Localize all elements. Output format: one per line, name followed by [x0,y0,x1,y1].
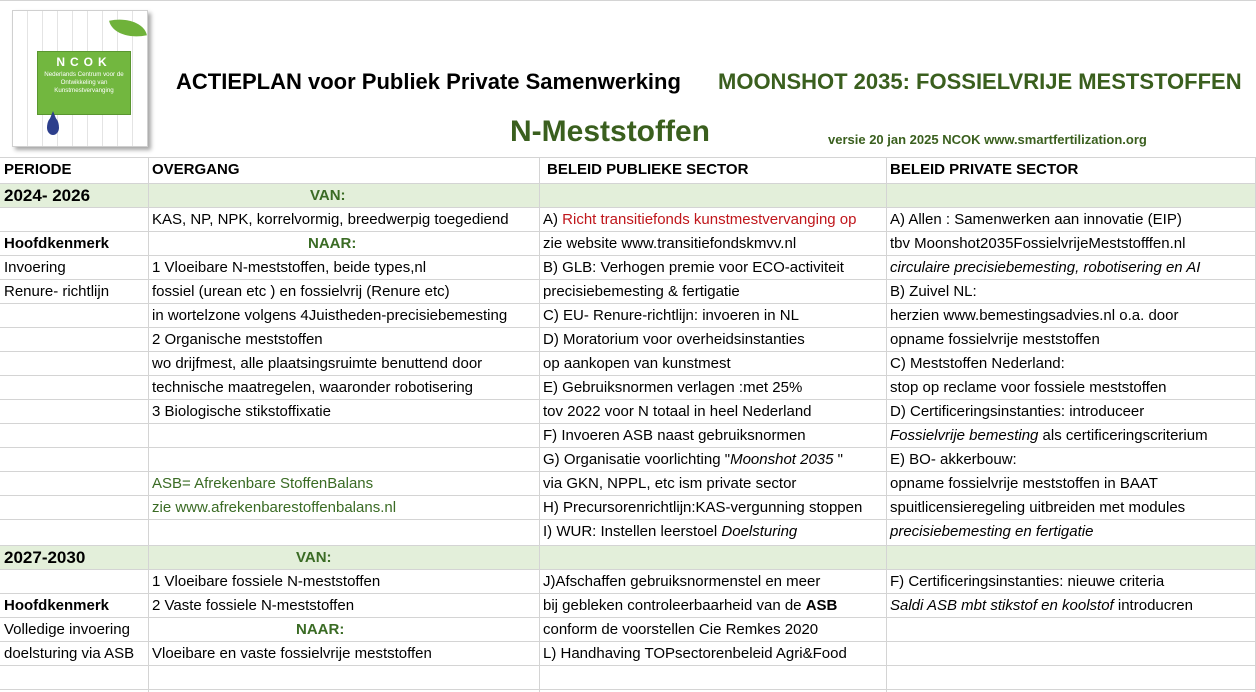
section-period-2: 2027-2030 [4,548,86,567]
privaat-cell: stop op reclame voor fossiele meststoffen [890,379,1167,396]
publiek-g [543,448,843,472]
publiek-k [543,594,837,618]
publiek-cell: C) EU- Renure-richtlijn: invoeren in NL [543,307,799,324]
publiek-cell: J)Afschaffen gebruiksnormenstel en meer [543,573,821,590]
privaat-cell: E) BO- akkerbouw: [890,451,1017,468]
subtitle: N-Meststoffen [510,115,710,148]
grid-line [0,689,1256,690]
publiek-cell: F) Invoeren ASB naast gebruiksnormen [543,427,806,444]
publiek-cell: op aankopen van kunstmest [543,355,731,372]
periode-hoofdkenmerk-1: Hoofdkenmerk [4,235,110,252]
asb-definition: ASB= Afrekenbare StoffenBalans [152,475,374,492]
section-band-2 [0,545,1256,569]
column-header-publiek: BELEID PUBLIEKE SECTOR [547,161,749,178]
overgang-cell: KAS, NP, NPK, korrelvormig, breedwerpig toegediend [152,211,509,228]
publiek-k-prefix: bij gebleken controleerbaarheid van de [543,597,806,614]
overgang-cell: Vloeibare en vaste fossielvrije meststoffen [152,645,432,662]
overgang-cell: technische maatregelen, waaronder robotisering [152,379,474,396]
publiek-cell: via GKN, NPPL, etc ism private sector [543,475,797,492]
periode-cell: Volledige invoering [4,621,130,638]
column-header-periode: PERIODE [4,161,72,178]
privaat-cell: precisiebemesting en fertigatie [890,523,1094,540]
privaat-d-suffix: als certificeringscriterium [1038,427,1208,444]
ncok-logo [12,10,148,147]
publiek-a-prefix: A) [543,211,563,228]
privaat-cell: C) Meststoffen Nederland: [890,355,1065,372]
column-header-overgang: OVERGANG [152,161,240,178]
privaat-d-italic: Fossielvrije bemesting [890,427,1039,444]
privaat-cell: spuitlicensieregeling uitbreiden met modules [890,499,1186,516]
naar-label-2: NAAR: [296,621,345,638]
publiek-cell: zie website www.transitiefondskmvv.nl [543,235,797,252]
section-period-1: 2024- 2026 [4,186,91,205]
logo-title: NCOK [56,55,112,69]
overgang-cell: 1 Vloeibare fossiele N-meststoffen [152,573,381,590]
van-label-2: VAN: [296,549,332,566]
publiek-cell: L) Handhaving TOPsectorenbeleid Agri&Food [543,645,847,662]
periode-hoofdkenmerk-2: Hoofdkenmerk [4,597,110,614]
privaat-cell: A) Allen : Samenwerken aan innovatie (EIP) [890,211,1182,228]
overgang-cell: 2 Vaste fossiele N-meststoffen [152,597,355,614]
asb-link[interactable]: zie www.afrekenbarestoffenbalans.nl [152,499,397,516]
droplet-icon [47,117,59,135]
publiek-g-italic: Moonshot 2035 [730,451,834,468]
grid-line [0,0,1256,1]
publiek-i [543,520,797,544]
overgang-cell: 2 Organische meststoffen [152,331,323,348]
periode-cell: Renure- richtlijn [4,283,110,300]
privaat-cell: opname fossielvrije meststoffen in BAAT [890,475,1158,492]
publiek-cell: conform de voorstellen Cie Remkes 2020 [543,621,819,638]
publiek-cell: D) Moratorium voor overheidsinstanties [543,331,805,348]
publiek-cell: B) GLB: Verhogen premie voor ECO-activiteit [543,259,844,276]
page-title: ACTIEPLAN voor Publiek Private Samenwerking [176,69,681,94]
privaat-cell: opname fossielvrije meststoffen [890,331,1100,348]
privaat-saldi-suffix: introducren [1113,597,1193,614]
version-note: versie 20 jan 2025 NCOK www.smartfertilization.org [828,132,1147,147]
grid-line [0,183,1256,184]
privaat-cell: F) Certificeringsinstanties: nieuwe criteria [890,573,1165,590]
overgang-cell: wo drijfmest, alle plaatsingsruimte benuttend door [152,355,483,372]
publiek-a [543,208,885,232]
publiek-cell: precisiebemesting & fertigatie [543,283,740,300]
grid-line [886,157,887,692]
periode-cell: Invoering [4,259,66,276]
van-label-1: VAN: [310,187,346,204]
privaat-cell: tbv Moonshot2035FossielvrijeMeststofffen.nl [890,235,1186,252]
publiek-i-italic: Doelsturing [721,523,798,540]
publiek-cell: tov 2022 voor N totaal in heel Nederland [543,403,812,420]
periode-cell: doelsturing via ASB [4,645,135,662]
privaat-saldi-italic: Saldi ASB mbt stikstof en koolstof [890,597,1114,614]
publiek-cell: E) Gebruiksnormen verlagen :met 25% [543,379,803,396]
publiek-a-text: Richt transitiefonds kunstmestvervanging op [562,211,857,228]
overgang-cell: in wortelzone volgens 4Juistheden-precisiebemesting [152,307,508,324]
overgang-cell: fossiel (urean etc ) en fossielvrij (Renure etc) [152,283,450,300]
privaat-saldi [890,594,1193,618]
logo-subtitle: Nederlands Centrum voor de Ontwikkeling van Kunstmestvervanging [44,71,124,94]
naar-label-1: NAAR: [308,235,357,252]
privaat-cell: herzien www.bemestingsadvies.nl o.a. door [890,307,1179,324]
privaat-cell: B) Zuivel NL: [890,283,977,300]
overgang-cell: 3 Biologische stikstoffixatie [152,403,331,420]
privaat-cell: circulaire precisiebemesting, robotisering en AI [890,259,1201,276]
privaat-cell: D) Certificeringsinstanties: introduceer [890,403,1145,420]
grid-line [539,157,540,692]
publiek-g-prefix: G) Organisatie voorlichting " [543,451,731,468]
publiek-g-suffix: " [833,451,843,468]
publiek-i-prefix: I) WUR: Instellen leerstoel [543,523,722,540]
privaat-d [890,424,1208,448]
logo-badge [37,51,131,115]
publiek-cell: H) Precursorenrichtlijn:KAS-vergunning stoppen [543,499,863,516]
leaf-icon [109,14,147,43]
section-band-1 [0,183,1256,207]
grid-line [148,157,149,692]
column-header-privaat: BELEID PRIVATE SECTOR [890,161,1079,178]
overgang-cell: 1 Vloeibare N-meststoffen, beide types,nl [152,259,427,276]
publiek-k-bold: ASB [805,597,838,614]
moonshot-title: MOONSHOT 2035: FOSSIELVRIJE MESTSTOFFEN [718,69,1242,94]
grid-line [0,545,1256,546]
